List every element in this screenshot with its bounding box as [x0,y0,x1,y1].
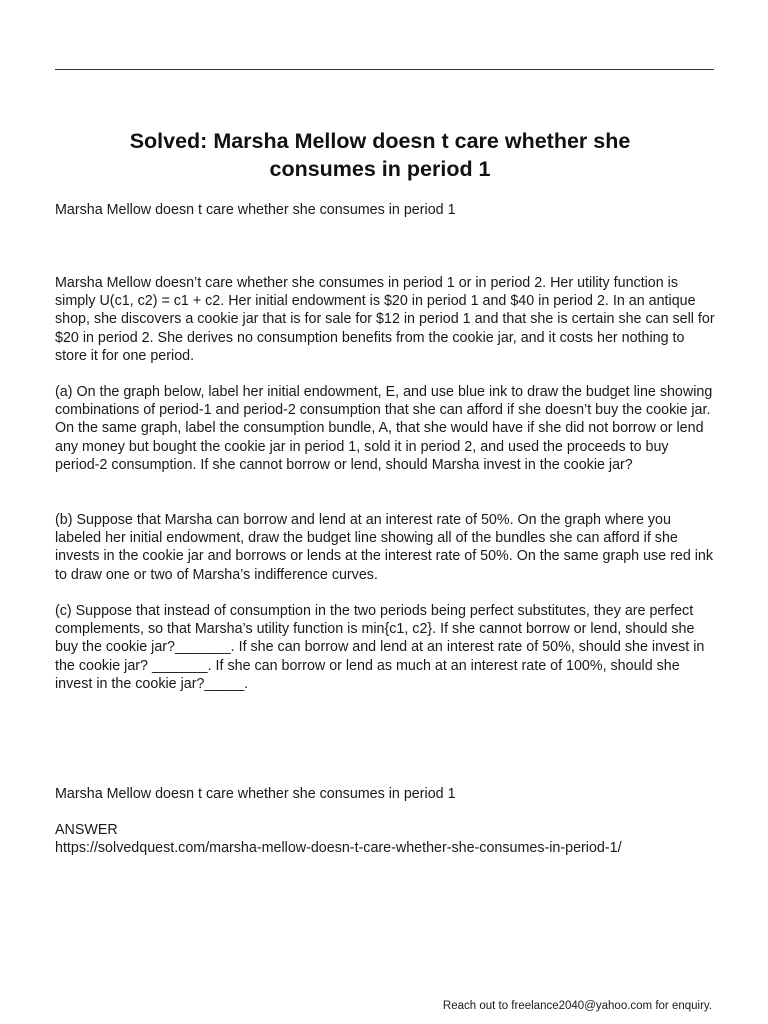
page-title: Solved: Marsha Mellow doesn t care whether she consumes in period 1 [129,129,631,181]
footer-contact: Reach out to freelance2040@yahoo.com for enquiry. [442,1000,712,1012]
question-part-b: (b) Suppose that Marsha can borrow and lend at an interest rate of 50%. On the graph where you labeled her initial endowment, draw the budget line showing all of the bundles she can afford if she invests in the cookie jar and borrows or lends at the interest rate of 50%. On the same graph use red ink to draw one or two of Marsha’s indifference curves. [55,512,714,583]
answer-label: ANSWER [55,822,118,838]
subtitle: Marsha Mellow doesn t care whether she consumes in period 1 [55,202,456,218]
intro-paragraph: Marsha Mellow doesn’t care whether she consumes in period 1 or in period 2. Her utility function is simply U(c1, c2) = c1 + c2. Her initial endowment is $20 in period 1 and $40 in period 2. In an antique shop, she discovers a cookie jar that is for sale for $12 in period 1 and that she is certain she can sell for $20 in period 2. She derives no consumption benefits from the cookie jar, and it costs her nothing to store it for one period. [55,275,715,364]
repeat-title: Marsha Mellow doesn t care whether she consumes in period 1 [55,786,456,802]
answer-link[interactable]: https://solvedquest.com/marsha-mellow-doesn-t-care-whether-she-consumes-in-period-1/ [55,840,622,856]
header-divider [55,69,714,70]
question-part-a: (a) On the graph below, label her initial endowment, E, and use blue ink to draw the budget line showing combinations of period-1 and period-2 consumption that she can afford if she doesn’t buy the cookie jar. On the same graph, label the consumption bundle, A, that she would have if she did not borrow or lend any money but bought the cookie jar in period 1, sold it in period 2, and used the proceeds to buy period-2 consumption. If she cannot borrow or lend, should Marsha invest in the cookie jar? [55,384,713,473]
question-part-c: (c) Suppose that instead of consumption in the two periods being perfect substitutes, they are perfect complements, so that Marsha’s utility function is min{c1, c2}. If she cannot borrow or lend, should she buy the cookie jar?_______. If she can borrow and lend at an interest rate of 50%, should she invest in the cookie jar? _______. If she can borrow or lend as much at an interest rate of 100%, should she invest in the cookie jar?_____. [55,603,705,692]
